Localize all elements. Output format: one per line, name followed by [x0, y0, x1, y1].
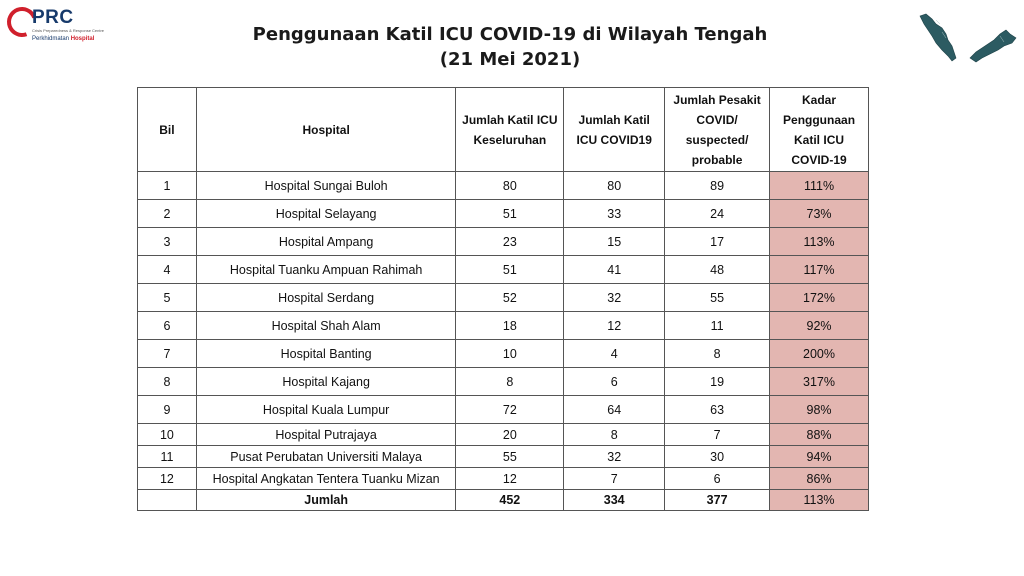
- cell-total-beds: 55: [456, 446, 564, 468]
- cell-total-beds: 10: [456, 340, 564, 368]
- page-title: [230, 22, 790, 72]
- cell-bil: 6: [138, 312, 197, 340]
- cell-patients: 6: [665, 468, 770, 490]
- cell-rate: 98%: [770, 396, 869, 424]
- cell-bil: 2: [138, 200, 197, 228]
- cell-hospital: Hospital Selayang: [196, 200, 455, 228]
- table-row: [138, 340, 869, 368]
- cell-covid-beds: 15: [564, 228, 665, 256]
- cell-patients: 48: [665, 256, 770, 284]
- cell-bil: 9: [138, 396, 197, 424]
- cell-total-beds: 12: [456, 468, 564, 490]
- cell-bil: 7: [138, 340, 197, 368]
- cell-rate: 88%: [770, 424, 869, 446]
- cell-patients: 19: [665, 368, 770, 396]
- cell-rate-total: 113%: [770, 490, 869, 511]
- header-rate: Kadar Penggunaan Katil ICU COVID-19: [770, 88, 869, 172]
- cell-rate: 111%: [770, 172, 869, 200]
- table-row: [138, 172, 869, 200]
- cell-bil: 11: [138, 446, 197, 468]
- cell-covid-beds-sum: 334: [564, 490, 665, 511]
- cell-patients: 55: [665, 284, 770, 312]
- cell-total-beds: 18: [456, 312, 564, 340]
- header-hospital: Hospital: [196, 88, 455, 172]
- cell-rate: 92%: [770, 312, 869, 340]
- table-row: [138, 312, 869, 340]
- cell-total-beds-sum: 452: [456, 490, 564, 511]
- cell-hospital: Hospital Kajang: [196, 368, 455, 396]
- cell-total-beds: 51: [456, 256, 564, 284]
- cell-hospital: Hospital Tuanku Ampuan Rahimah: [196, 256, 455, 284]
- cell-bil: 8: [138, 368, 197, 396]
- cell-covid-beds: 32: [564, 284, 665, 312]
- table-row: [138, 200, 869, 228]
- cell-hospital: Hospital Serdang: [196, 284, 455, 312]
- cell-rate: 200%: [770, 340, 869, 368]
- logo-subtitle: Crisis Preparedness & Response Centre: [32, 28, 105, 33]
- title-line-1: Penggunaan Katil ICU COVID-19 di Wilayah Tengah: [252, 24, 768, 45]
- cell-hospital: Hospital Sungai Buloh: [196, 172, 455, 200]
- table-row: [138, 284, 869, 312]
- cell-covid-beds: 4: [564, 340, 665, 368]
- cell-rate: 86%: [770, 468, 869, 490]
- cell-bil: 10: [138, 424, 197, 446]
- header-patients: Jumlah Pesakit COVID/ suspected/ probable: [665, 88, 770, 172]
- cell-patients: 24: [665, 200, 770, 228]
- cell-total-beds: 51: [456, 200, 564, 228]
- header-covid-beds: Jumlah Katil ICU COVID19: [564, 88, 665, 172]
- cell-total-beds: 8: [456, 368, 564, 396]
- icu-bed-table: [137, 87, 869, 511]
- cell-covid-beds: 12: [564, 312, 665, 340]
- cell-bil-empty: [138, 490, 197, 511]
- cell-patients: 8: [665, 340, 770, 368]
- cell-hospital: Pusat Perubatan Universiti Malaya: [196, 446, 455, 468]
- cell-covid-beds: 64: [564, 396, 665, 424]
- cell-hospital: Hospital Kuala Lumpur: [196, 396, 455, 424]
- title-line-2: (21 Mei 2021): [439, 49, 581, 70]
- cell-rate: 94%: [770, 446, 869, 468]
- cell-covid-beds: 33: [564, 200, 665, 228]
- cell-bil: 4: [138, 256, 197, 284]
- table-row: [138, 256, 869, 284]
- cell-patients: 63: [665, 396, 770, 424]
- cell-patients: 7: [665, 424, 770, 446]
- table-row: [138, 396, 869, 424]
- cell-patients: 30: [665, 446, 770, 468]
- cell-bil: 1: [138, 172, 197, 200]
- cell-covid-beds: 41: [564, 256, 665, 284]
- table-row: [138, 368, 869, 396]
- cell-covid-beds: 32: [564, 446, 665, 468]
- cell-hospital: Hospital Shah Alam: [196, 312, 455, 340]
- cell-total-beds: 23: [456, 228, 564, 256]
- cell-rate: 73%: [770, 200, 869, 228]
- cell-patients: 89: [665, 172, 770, 200]
- cell-total-beds: 80: [456, 172, 564, 200]
- cell-bil: 12: [138, 468, 197, 490]
- cell-bil: 3: [138, 228, 197, 256]
- cell-total-beds: 72: [456, 396, 564, 424]
- cell-rate: 113%: [770, 228, 869, 256]
- cell-covid-beds: 6: [564, 368, 665, 396]
- table-row: [138, 228, 869, 256]
- prc-logo: [4, 2, 124, 46]
- cell-total-beds: 52: [456, 284, 564, 312]
- cell-patients: 17: [665, 228, 770, 256]
- cell-hospital: Hospital Angkatan Tentera Tuanku Mizan: [196, 468, 455, 490]
- cell-hospital: Hospital Ampang: [196, 228, 455, 256]
- table-row: [138, 424, 869, 446]
- cell-bil: 5: [138, 284, 197, 312]
- header-total-beds: Jumlah Katil ICU Keseluruhan: [456, 88, 564, 172]
- cell-total-label: Jumlah: [196, 490, 455, 511]
- cell-total-beds: 20: [456, 424, 564, 446]
- logo-text: PRC: [32, 7, 74, 28]
- logo-tagline: Perkhidmatan Hospital: [32, 36, 95, 42]
- cell-covid-beds: 80: [564, 172, 665, 200]
- cell-rate: 317%: [770, 368, 869, 396]
- table-row: [138, 468, 869, 490]
- cell-patients-sum: 377: [665, 490, 770, 511]
- cell-hospital: Hospital Banting: [196, 340, 455, 368]
- cell-rate: 117%: [770, 256, 869, 284]
- cell-covid-beds: 7: [564, 468, 665, 490]
- cell-covid-beds: 8: [564, 424, 665, 446]
- header-bil: Bil: [138, 88, 197, 172]
- table-row: [138, 446, 869, 468]
- table-total-row: [138, 490, 869, 511]
- malaysia-map-icon: [912, 10, 1020, 68]
- cell-hospital: Hospital Putrajaya: [196, 424, 455, 446]
- table-header-row: [138, 88, 869, 172]
- cell-rate: 172%: [770, 284, 869, 312]
- cell-patients: 11: [665, 312, 770, 340]
